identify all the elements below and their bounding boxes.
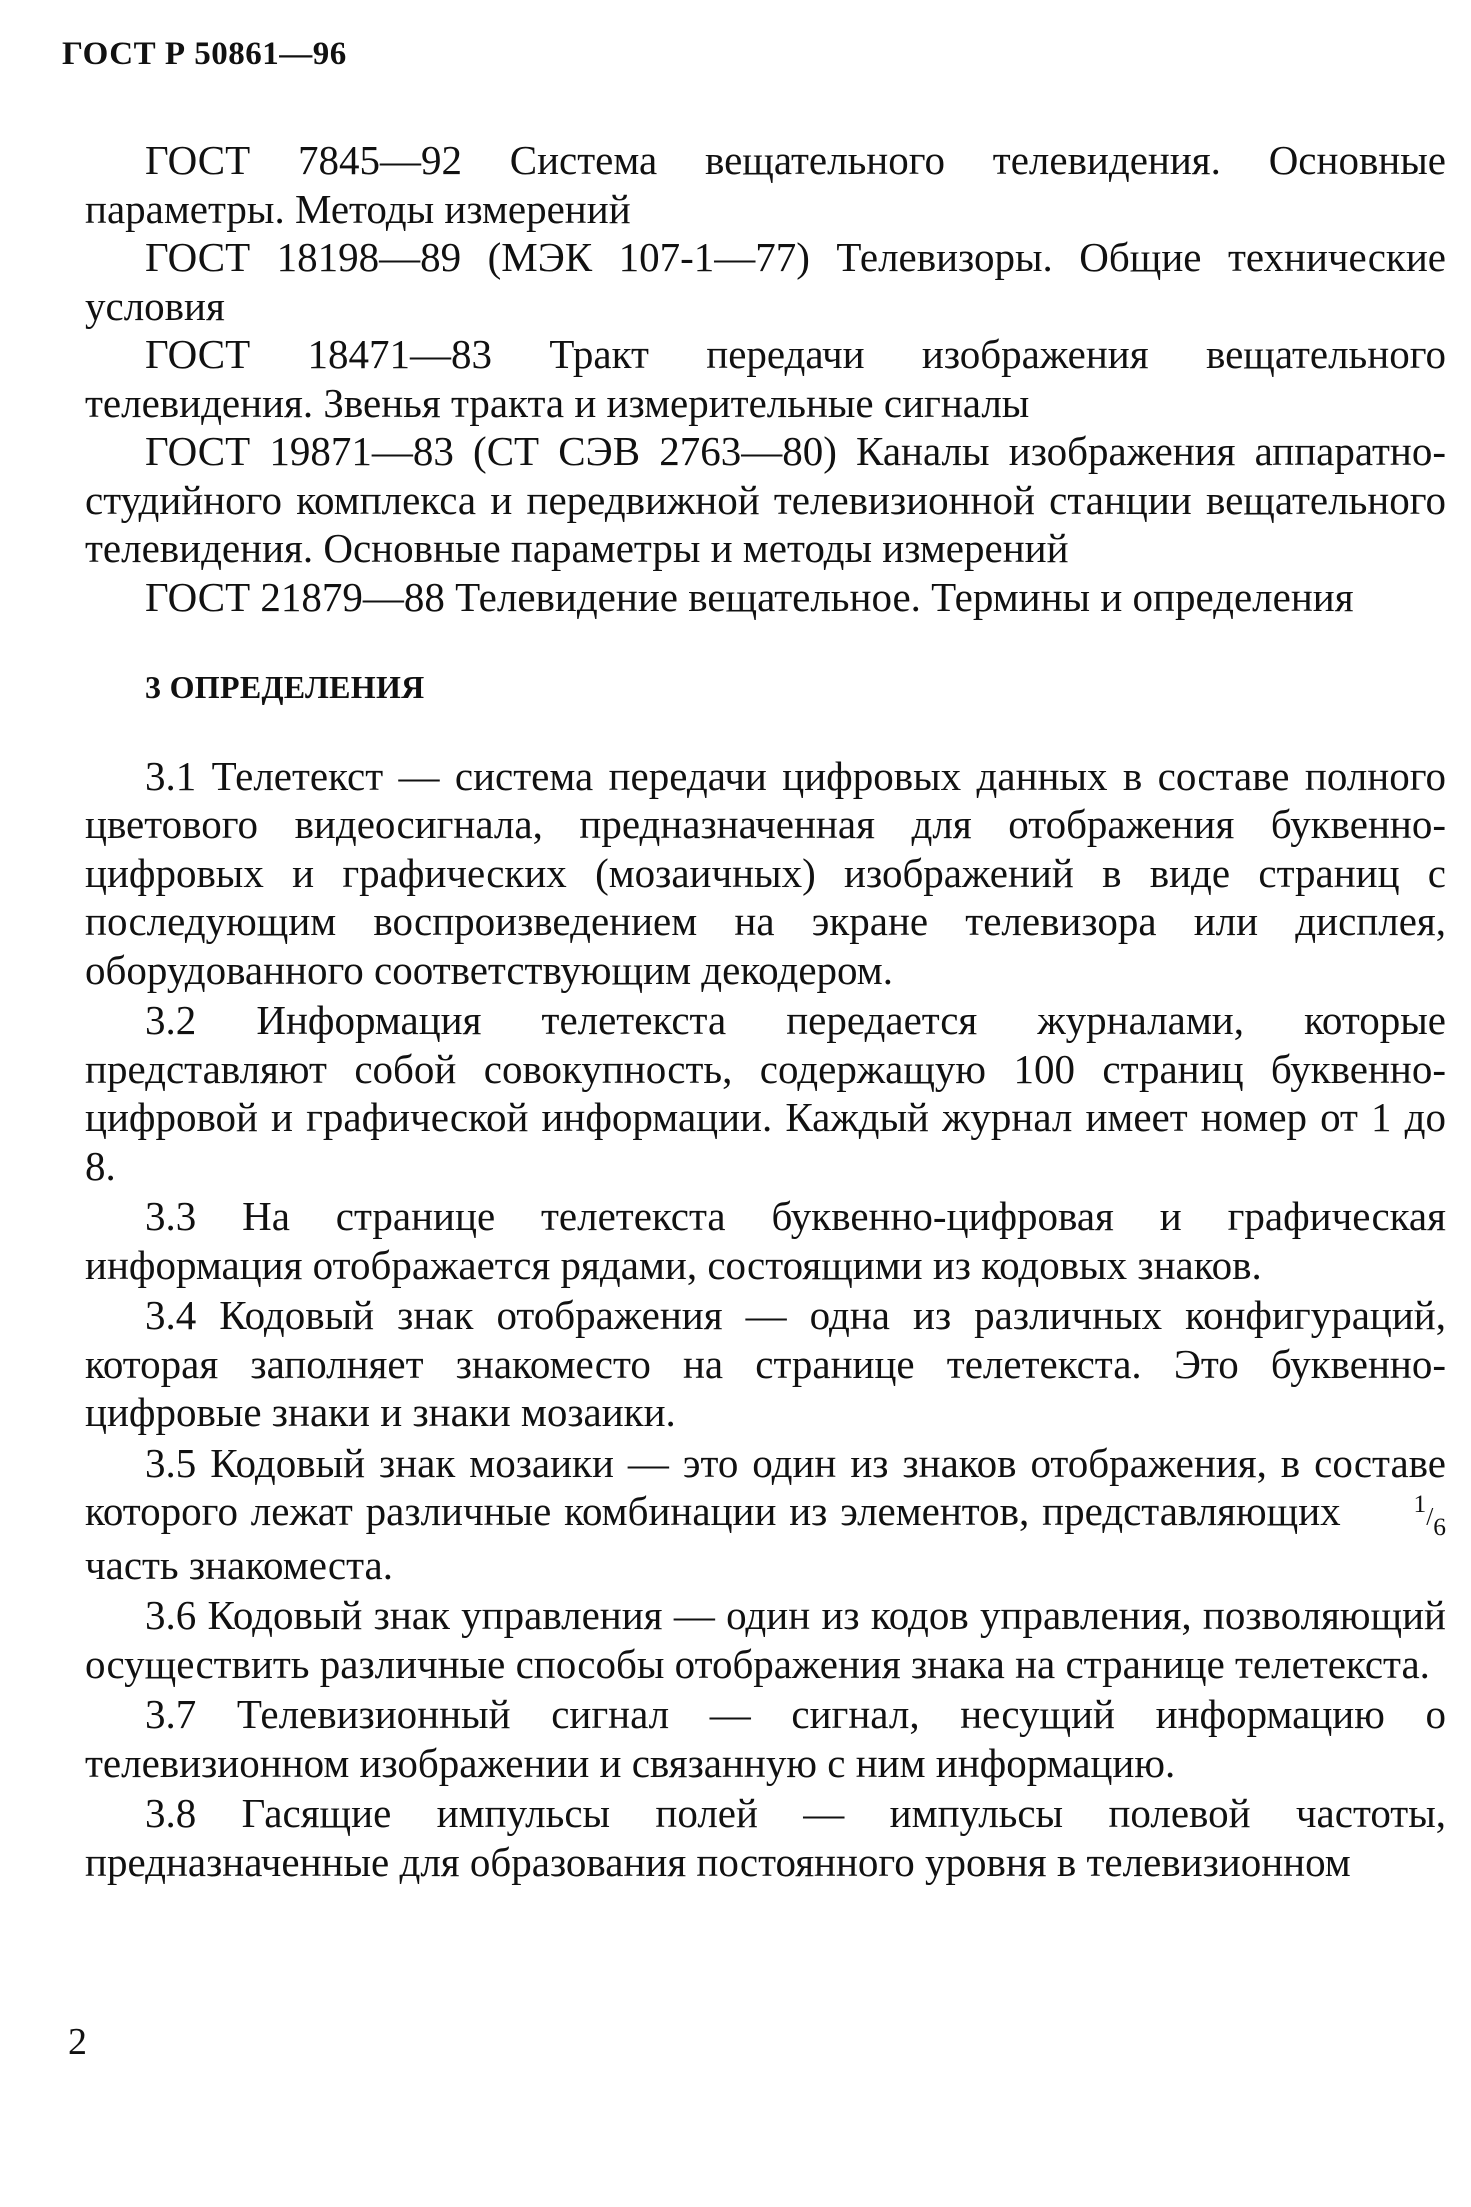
page-number: 2: [68, 2021, 87, 2063]
fraction-numerator: 1: [1413, 1490, 1427, 1519]
definition-3-5-text: 3.5 Кодовый знак мозаики — это один из знаков отображения, в составе которого лежат различные комбинации из элементов, представляющих: [85, 1439, 1446, 1534]
reference-item: ГОСТ 21879—88 Телевидение вещательное. Термины и определения: [145, 573, 1354, 620]
page-content: [85, 136, 1446, 1888]
reference-item: ГОСТ 18198—89 (МЭК 107-1—77) Телевизоры. Общие технические условия: [85, 234, 1446, 329]
definition-3-6: 3.6 Кодовый знак управления — один из кодов управления, позволяющий осуществить различные способы отображения знака на странице телетекста.: [85, 1592, 1446, 1687]
reference-item: ГОСТ 7845—92 Система вещательного телевидения. Основные параметры. Методы измерений: [85, 137, 1446, 232]
definition-3-7: 3.7 Телевизионный сигнал — сигнал, несущий информацию о телевизионном изображении и связанную с ним информацию.: [85, 1691, 1446, 1786]
reference-item: ГОСТ 18471—83 Тракт передачи изображения вещательного телевидения. Звенья тракта и измерительные сигналы: [85, 331, 1446, 426]
fraction-denominator: 6: [1433, 1513, 1446, 1542]
definition-3-3: 3.3 На странице телетекста буквенно-цифровая и графическая информация отображается рядами, состоящими из кодовых знаков.: [85, 1193, 1446, 1288]
reference-item: ГОСТ 19871—83 (СТ СЭВ 2763—80) Каналы изображения аппаратно-студийного комплекса и передвижной телевизионной станции вещательного телевидения. Основные параметры и методы измерений: [85, 428, 1446, 571]
definition-3-1: 3.1 Телетекст — система передачи цифровых данных в составе полного цветового видеосигнала, предназначенная для отображения буквенно-цифровых и графических (мозаичных) изображений в виде страниц с последующим воспроизведением на экране телевизора или дисплея, оборудованного соответствующим декодером.: [85, 752, 1446, 993]
definition-3-4: 3.4 Кодовый знак отображения — одна из различных конфигураций, которая заполняет знакоместо на странице телетекста. Это буквенно-цифровые знаки и знаки мозаики.: [85, 1292, 1446, 1435]
definition-3-2: 3.2 Информация телетекста передается журналами, которые представляют собой совокупность, содержащую 100 страниц буквенно-цифровой и графической информации. Каждый журнал имеет номер от 1 до 8.: [85, 997, 1446, 1189]
one-sixth-fraction: $^1/_6$: [1413, 1490, 1446, 1542]
definition-3-5-tail: часть знакоместа.: [85, 1541, 394, 1588]
document-code-header: ГОСТ Р 50861—96: [62, 36, 347, 72]
normative-references: [85, 136, 1446, 621]
definition-3-5: [85, 1439, 1446, 1590]
definition-3-8: 3.8 Гасящие импульсы полей — импульсы полевой частоты, предназначенные для образования постоянного уровня в телевизионном: [85, 1790, 1446, 1885]
section-heading: 3 ОПРЕДЕЛЕНИЯ: [145, 669, 425, 705]
definitions-list: [85, 752, 1446, 1887]
